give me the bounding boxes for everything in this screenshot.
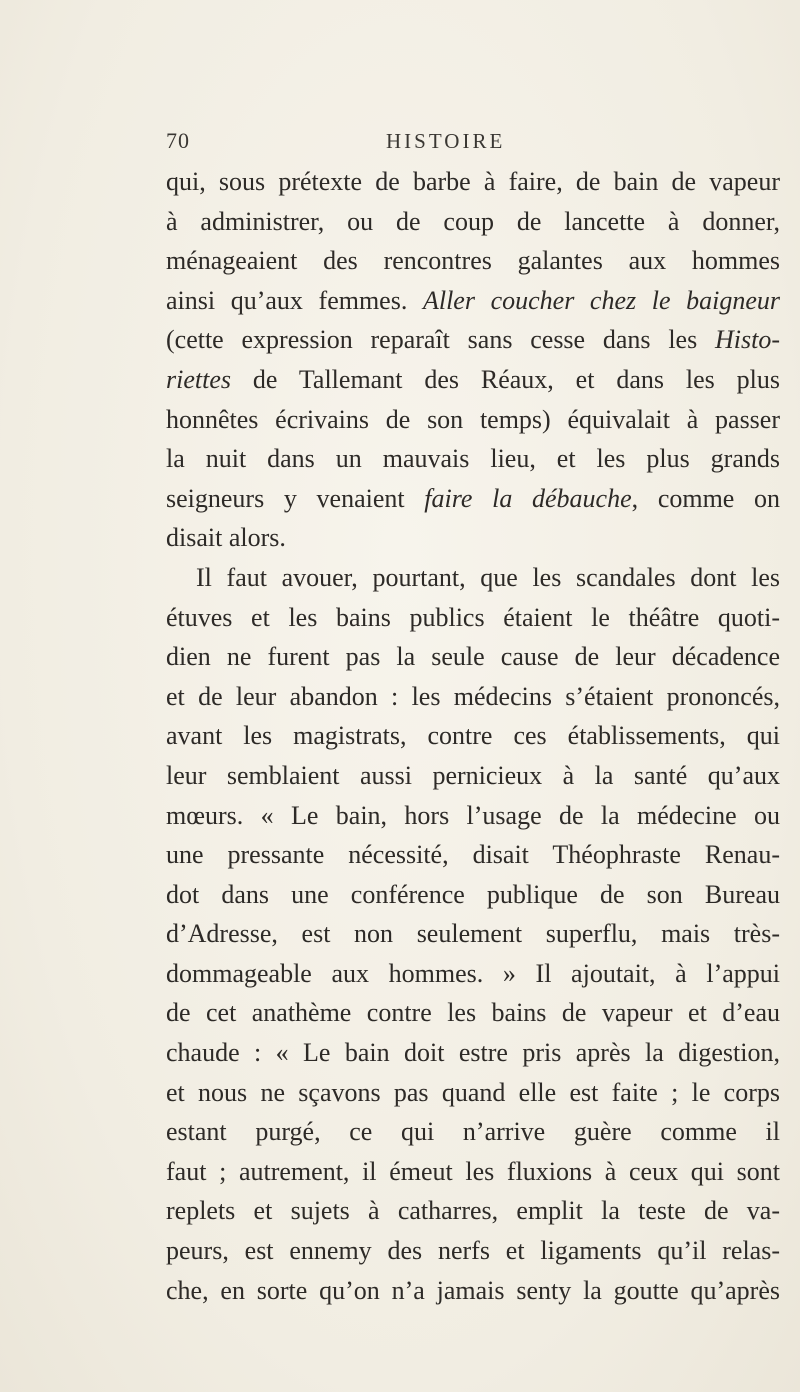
text-line <box>166 202 780 242</box>
text-segment: de Tallemant des Réaux, et dans les plus <box>231 364 780 394</box>
text-segment: dot dans une conférence publique de son Bureau <box>166 879 780 909</box>
text-line <box>166 796 780 836</box>
text-segment: ainsi qu’aux femmes. <box>166 285 423 315</box>
text-line <box>166 756 780 796</box>
italic-text-segment: Histo- <box>715 325 780 355</box>
text-segment: d’Adresse, est non seulement superflu, mais très- <box>166 919 780 949</box>
text-segment: seigneurs y venaient <box>166 483 425 513</box>
text-segment: estant purgé, ce qui n’arrive guère comme il <box>166 1117 780 1147</box>
text-line <box>166 320 780 360</box>
text-segment: disait alors. <box>166 523 286 553</box>
italic-text-segment: faire la débauche <box>424 483 632 513</box>
text-segment: une pressante nécessité, disait Théophraste Renau- <box>166 840 780 870</box>
text-segment: che, en sorte qu’on n’a jamais senty la goutte qu’après <box>166 1275 780 1305</box>
text-segment: faut ; autrement, il émeut les fluxions à ceux qui sont <box>166 1156 780 1186</box>
text-line <box>166 954 780 994</box>
text-segment: , comme on <box>631 483 781 513</box>
text-line <box>166 439 780 479</box>
text-line <box>166 835 780 875</box>
text-segment: étuves et les bains publics étaient le théâtre quoti- <box>166 602 780 632</box>
text-line <box>166 400 780 440</box>
page-number: 70 <box>166 128 190 153</box>
text-segment: peurs, est ennemy des nerfs et ligaments qu’il relas- <box>166 1236 780 1266</box>
text-line <box>166 1073 780 1113</box>
text-segment: dommageable aux hommes. » Il ajoutait, à l’appui <box>166 958 780 988</box>
text-segment: (cette expression reparaît sans cesse dans les <box>166 325 715 355</box>
text-line <box>166 558 780 598</box>
body-text <box>166 162 788 1310</box>
text-line <box>166 1112 780 1152</box>
text-line <box>166 1152 780 1192</box>
text-line <box>166 281 780 321</box>
text-segment: de cet anathème contre les bains de vapeur et d’eau <box>166 998 780 1028</box>
text-line <box>166 1231 780 1271</box>
text-line <box>166 598 780 638</box>
text-line <box>166 1033 780 1073</box>
text-line <box>166 677 780 717</box>
text-line <box>166 993 780 1033</box>
text-line <box>166 914 780 954</box>
text-segment: leur semblaient aussi pernicieux à la santé qu’aux <box>166 760 780 790</box>
text-segment: et nous ne sçavons pas quand elle est faite ; le corps <box>166 1077 780 1107</box>
text-line <box>166 1271 780 1311</box>
italic-text-segment: Aller coucher chez le baigneur <box>422 285 781 315</box>
text-segment: honnêtes écrivains de son temps) équivalait à passer <box>166 404 780 434</box>
text-segment: avant les magistrats, contre ces établissements, qui <box>166 721 780 751</box>
text-line <box>166 479 780 519</box>
text-segment: Il faut avouer, pourtant, que les scandales dont les <box>196 562 780 592</box>
text-segment: ménageaient des rencontres galantes aux hommes <box>166 246 780 276</box>
italic-text-segment: riettes <box>166 364 231 394</box>
text-segment: mœurs. « Le bain, hors l’usage de la médecine ou <box>166 800 780 830</box>
text-line <box>166 162 780 202</box>
text-segment: replets et sujets à catharres, emplit la teste de va- <box>166 1196 780 1226</box>
text-segment: chaude : « Le bain doit estre pris après la digestion, <box>166 1038 780 1068</box>
running-head: HISTOIRE <box>386 129 506 153</box>
text-segment: qui, sous prétexte de barbe à faire, de bain de vapeur <box>166 167 780 196</box>
text-segment: à administrer, ou de coup de lancette à donner, <box>166 206 780 236</box>
text-line <box>166 360 780 400</box>
text-line <box>166 716 780 756</box>
text-line <box>166 518 788 558</box>
text-segment: et de leur abandon : les médecins s’étaient prononcés, <box>166 681 780 711</box>
page-header <box>166 128 634 158</box>
text-line <box>166 637 780 677</box>
text-line <box>166 241 780 281</box>
text-line <box>166 875 780 915</box>
text-segment: la nuit dans un mauvais lieu, et les plus grands <box>166 444 780 474</box>
text-line <box>166 1191 780 1231</box>
text-segment: dien ne furent pas la seule cause de leur décadence <box>166 642 780 672</box>
